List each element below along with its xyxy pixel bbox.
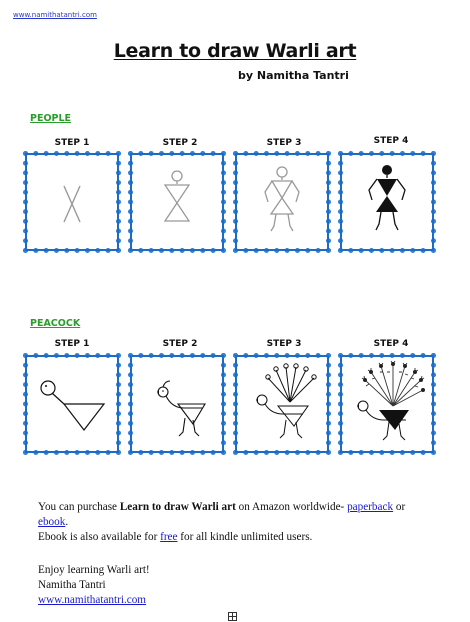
- people-step-4-label: STEP 4: [373, 136, 409, 146]
- peacock-step-4-drawing: [343, 358, 431, 450]
- purchase-paragraph: You can purchase Learn to draw Warli art on Amazon worldwide- paperback or ebook. Ebook is also available for free for all kindle unlimited users.: [38, 501, 406, 543]
- book-title: Learn to draw Warli art: [119, 501, 236, 513]
- people-step-1-drawing: [28, 156, 116, 248]
- people-step-1-label: STEP 1: [54, 138, 90, 148]
- enjoy-line: Enjoy learning Warli art!: [38, 564, 150, 576]
- section-label-people: PEOPLE: [30, 113, 72, 124]
- people-step-3-frame: [233, 151, 331, 253]
- people-step-2-label: STEP 2: [162, 138, 198, 148]
- page-title: Learn to draw Warli art: [113, 40, 357, 62]
- site-link[interactable]: www.namithatantri.com: [38, 594, 147, 606]
- peacock-step-2-label: STEP 2: [162, 339, 198, 349]
- people-step-3-drawing: [238, 156, 326, 248]
- people-step-1-frame: [23, 151, 121, 253]
- anchor-move-icon[interactable]: [228, 612, 237, 621]
- author-name: Namitha Tantri: [38, 579, 106, 591]
- people-step-4-frame: [338, 151, 436, 253]
- ebook-link[interactable]: ebook: [38, 516, 66, 528]
- peacock-step-3-frame: [233, 353, 331, 455]
- free-link[interactable]: free: [160, 531, 178, 543]
- author-byline: by Namitha Tantri: [238, 69, 349, 82]
- people-step-4-drawing: [343, 156, 431, 248]
- peacock-step-2-drawing: [133, 358, 221, 450]
- peacock-step-3-drawing: [238, 358, 326, 450]
- peacock-step-1-drawing: [28, 358, 116, 450]
- paperback-link[interactable]: paperback: [347, 501, 394, 513]
- header-site-link[interactable]: www.namithatantri.com: [13, 11, 97, 19]
- peacock-step-2-frame: [128, 353, 226, 455]
- people-step-2-drawing: [133, 156, 221, 248]
- peacock-step-1-frame: [23, 353, 121, 455]
- peacock-step-1-label: STEP 1: [54, 339, 90, 349]
- section-label-peacock: PEACOCK: [30, 318, 81, 329]
- peacock-step-3-label: STEP 3: [266, 339, 302, 349]
- people-step-2-frame: [128, 151, 226, 253]
- peacock-step-4-frame: [338, 353, 436, 455]
- peacock-step-4-label: STEP 4: [373, 339, 409, 349]
- sign-off: [38, 563, 438, 608]
- people-step-3-label: STEP 3: [266, 138, 302, 148]
